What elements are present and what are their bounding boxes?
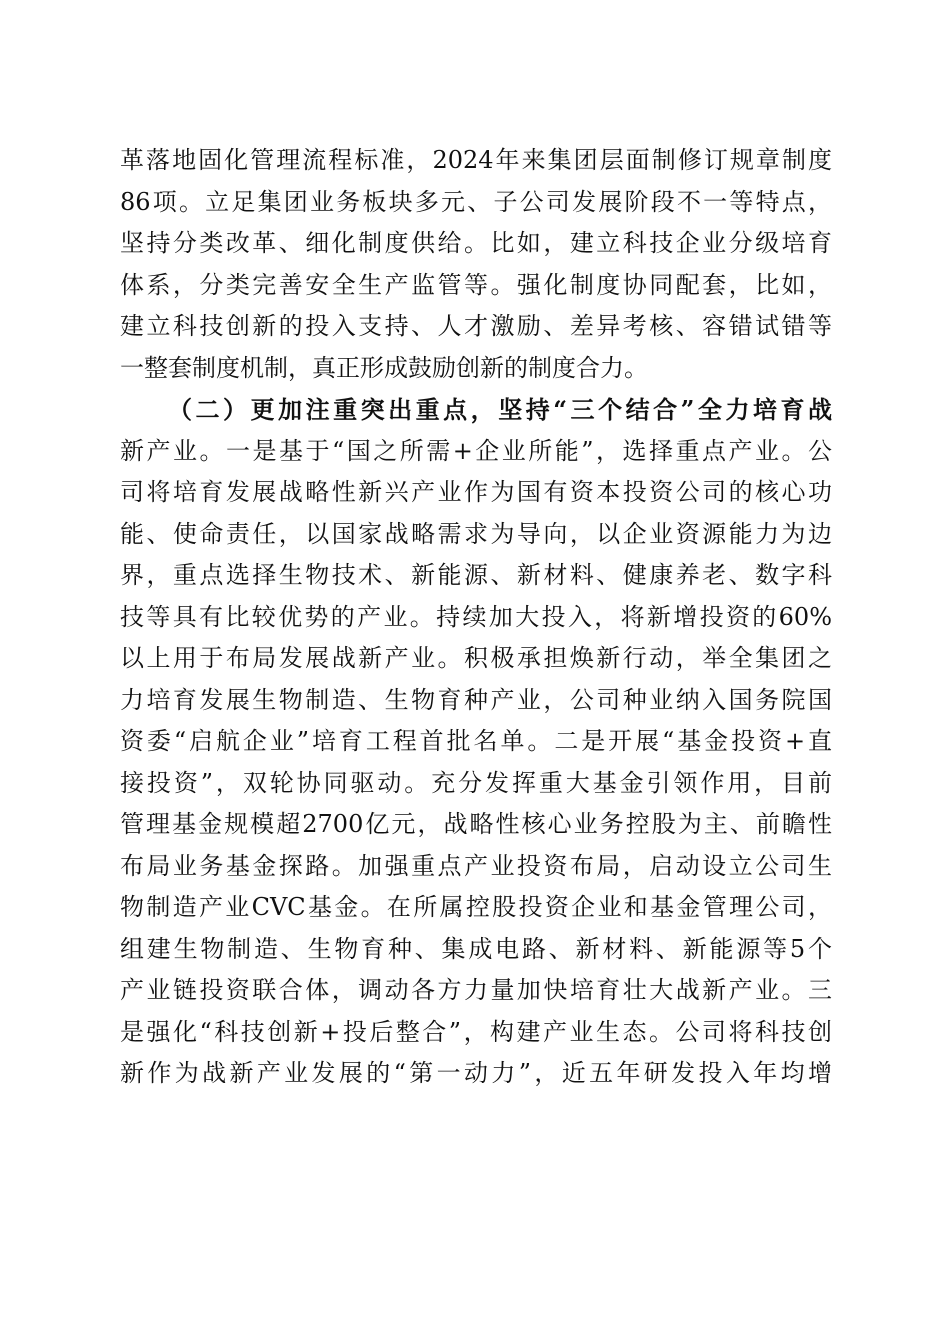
paragraph-line: 86项。立足集团业务板块多元、子公司发展阶段不一等特点， xyxy=(120,187,832,216)
paragraph-line: 组建生物制造、生物育种、集成电路、新材料、新能源等5个 xyxy=(120,934,832,963)
section-heading-line: （二）更加注重突出重点，坚持“三个结合”全力培育战 xyxy=(168,395,832,424)
paragraph-line: 一整套制度机制，真正形成鼓励创新的制度合力。 xyxy=(120,353,648,382)
paragraph-line: 新作为战新产业发展的“第一动力”，近五年研发投入年均增 xyxy=(120,1059,832,1087)
paragraph-line: 以上用于布局发展战新产业。积极承担焕新行动，举全集团之 xyxy=(120,644,832,672)
paragraph-line: 界，重点选择生物技术、新能源、新材料、健康养老、数字科 xyxy=(120,561,832,589)
paragraph-line: 是强化“科技创新+投后整合”，构建产业生态。公司将科技创 xyxy=(120,1017,832,1046)
paragraph-line: 建立科技创新的投入支持、人才激励、差异考核、容错试错等 xyxy=(120,312,832,340)
paragraph-line: 布局业务基金探路。加强重点产业投资布局，启动设立公司生 xyxy=(120,851,832,880)
paragraph-line: 力培育发展生物制造、生物育种产业，公司种业纳入国务院国 xyxy=(120,685,832,714)
paragraph-line: 革落地固化管理流程标准，2024年来集团层面制修订规章制度 xyxy=(120,146,832,174)
paragraph-line: 资委“启航企业”培育工程首批名单。二是开展“基金投资+直 xyxy=(120,727,832,755)
paragraph-line: 物制造产业CVC基金。在所属控股投资企业和基金管理公司， xyxy=(120,893,832,921)
document-body xyxy=(120,140,832,1095)
paragraph-line: 司将培育发展战略性新兴产业作为国有资本投资公司的核心功 xyxy=(120,478,832,506)
paragraph-line: 坚持分类改革、细化制度供给。比如，建立科技企业分级培育 xyxy=(120,229,832,257)
paragraph-line: 能、使命责任，以国家战略需求为导向，以企业资源能力为边 xyxy=(120,519,832,548)
paragraph-line: 技等具有比较优势的产业。持续加大投入，将新增投资的60% xyxy=(120,602,832,631)
paragraph-line: 产业链投资联合体，调动各方力量加快培育壮大战新产业。三 xyxy=(120,976,832,1004)
paragraph-line: 新产业。一是基于“国之所需+企业所能”，选择重点产业。公 xyxy=(120,436,832,465)
paragraph-line: 接投资”，双轮协同驱动。充分发挥重大基金引领作用，目前 xyxy=(120,768,832,797)
paragraph-line: 体系，分类完善安全生产监管等。强化制度协同配套，比如， xyxy=(120,270,832,299)
paragraph-line: 管理基金规模超2700亿元，战略性核心业务控股为主、前瞻性 xyxy=(120,810,832,838)
